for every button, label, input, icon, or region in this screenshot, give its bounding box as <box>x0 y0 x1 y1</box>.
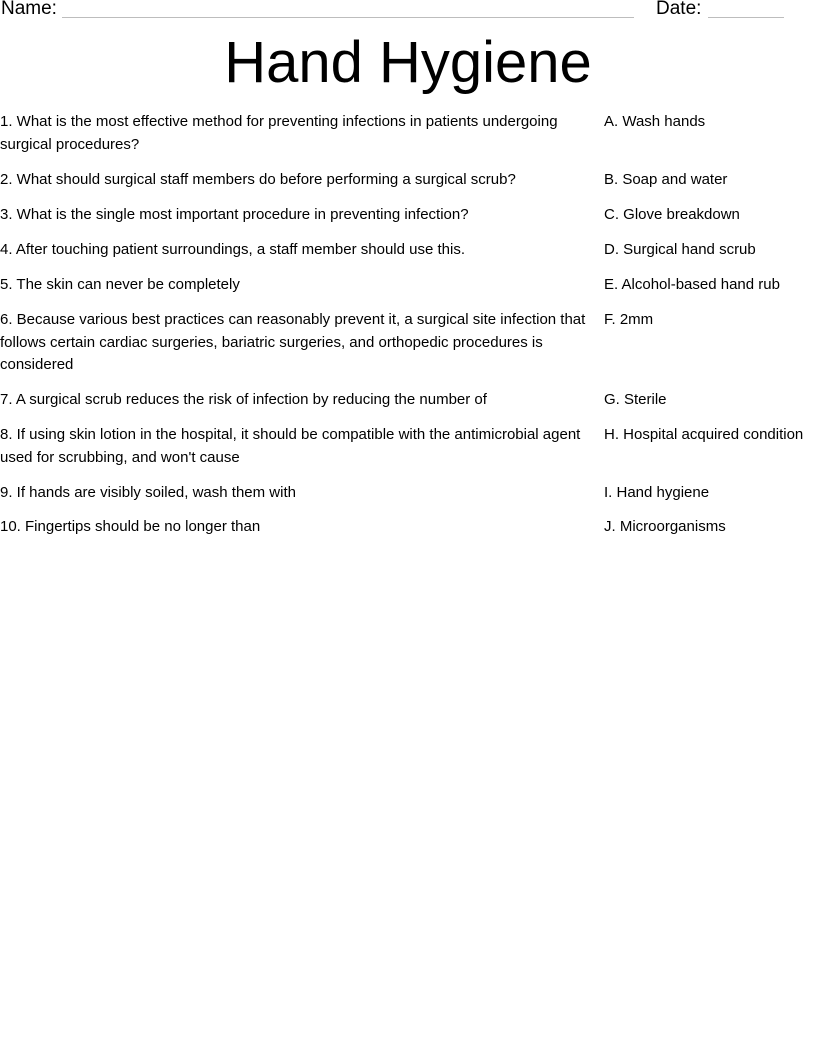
question-item: 7. A surgical scrub reduces the risk of infection by reducing the number of <box>0 391 487 408</box>
question-item: 2. What should surgical staff members do before performing a surgical scrub? <box>0 171 516 188</box>
date-field-line[interactable] <box>708 17 784 18</box>
answer-item: G. Sterile <box>604 391 667 408</box>
question-item: 4. After touching patient surroundings, a staff member should use this. <box>0 241 465 258</box>
answer-item: A. Wash hands <box>604 113 706 130</box>
answer-item: I. Hand hygiene <box>604 484 710 501</box>
answer-item: H. Hospital acquired condition <box>604 426 804 443</box>
name-label: Name: <box>1 0 57 19</box>
answer-item: E. Alcohol-based hand rub <box>604 276 780 293</box>
question-item: 10. Fingertips should be no longer than <box>0 518 261 535</box>
name-field-line[interactable] <box>62 17 634 18</box>
date-label: Date: <box>656 0 702 19</box>
question-item: 8. If using skin lotion in the hospital, it should be compatible with the antimicrobial agent used for scrubbing, and won't cause <box>0 426 581 466</box>
question-item: 9. If hands are visibly soiled, wash them with <box>0 484 296 501</box>
page-title: Hand Hygiene <box>224 30 592 95</box>
question-item: 5. The skin can never be completely <box>0 276 240 293</box>
answer-item: B. Soap and water <box>604 171 728 188</box>
question-item: 6. Because various best practices can reasonably prevent it, a surgical site infection that follows certain cardiac surgeries, bariatric surgeries, and orthopedic procedures is considered <box>0 311 586 373</box>
answer-item: F. 2mm <box>604 311 654 328</box>
worksheet-header <box>0 0 816 24</box>
answer-item: J. Microorganisms <box>604 518 726 535</box>
question-item: 1. What is the most effective method for preventing infections in patients undergoing surgical procedures? <box>0 113 558 153</box>
answer-item: C. Glove breakdown <box>604 206 740 223</box>
question-item: 3. What is the single most important procedure in preventing infection? <box>0 206 469 223</box>
answer-item: D. Surgical hand scrub <box>604 241 756 258</box>
